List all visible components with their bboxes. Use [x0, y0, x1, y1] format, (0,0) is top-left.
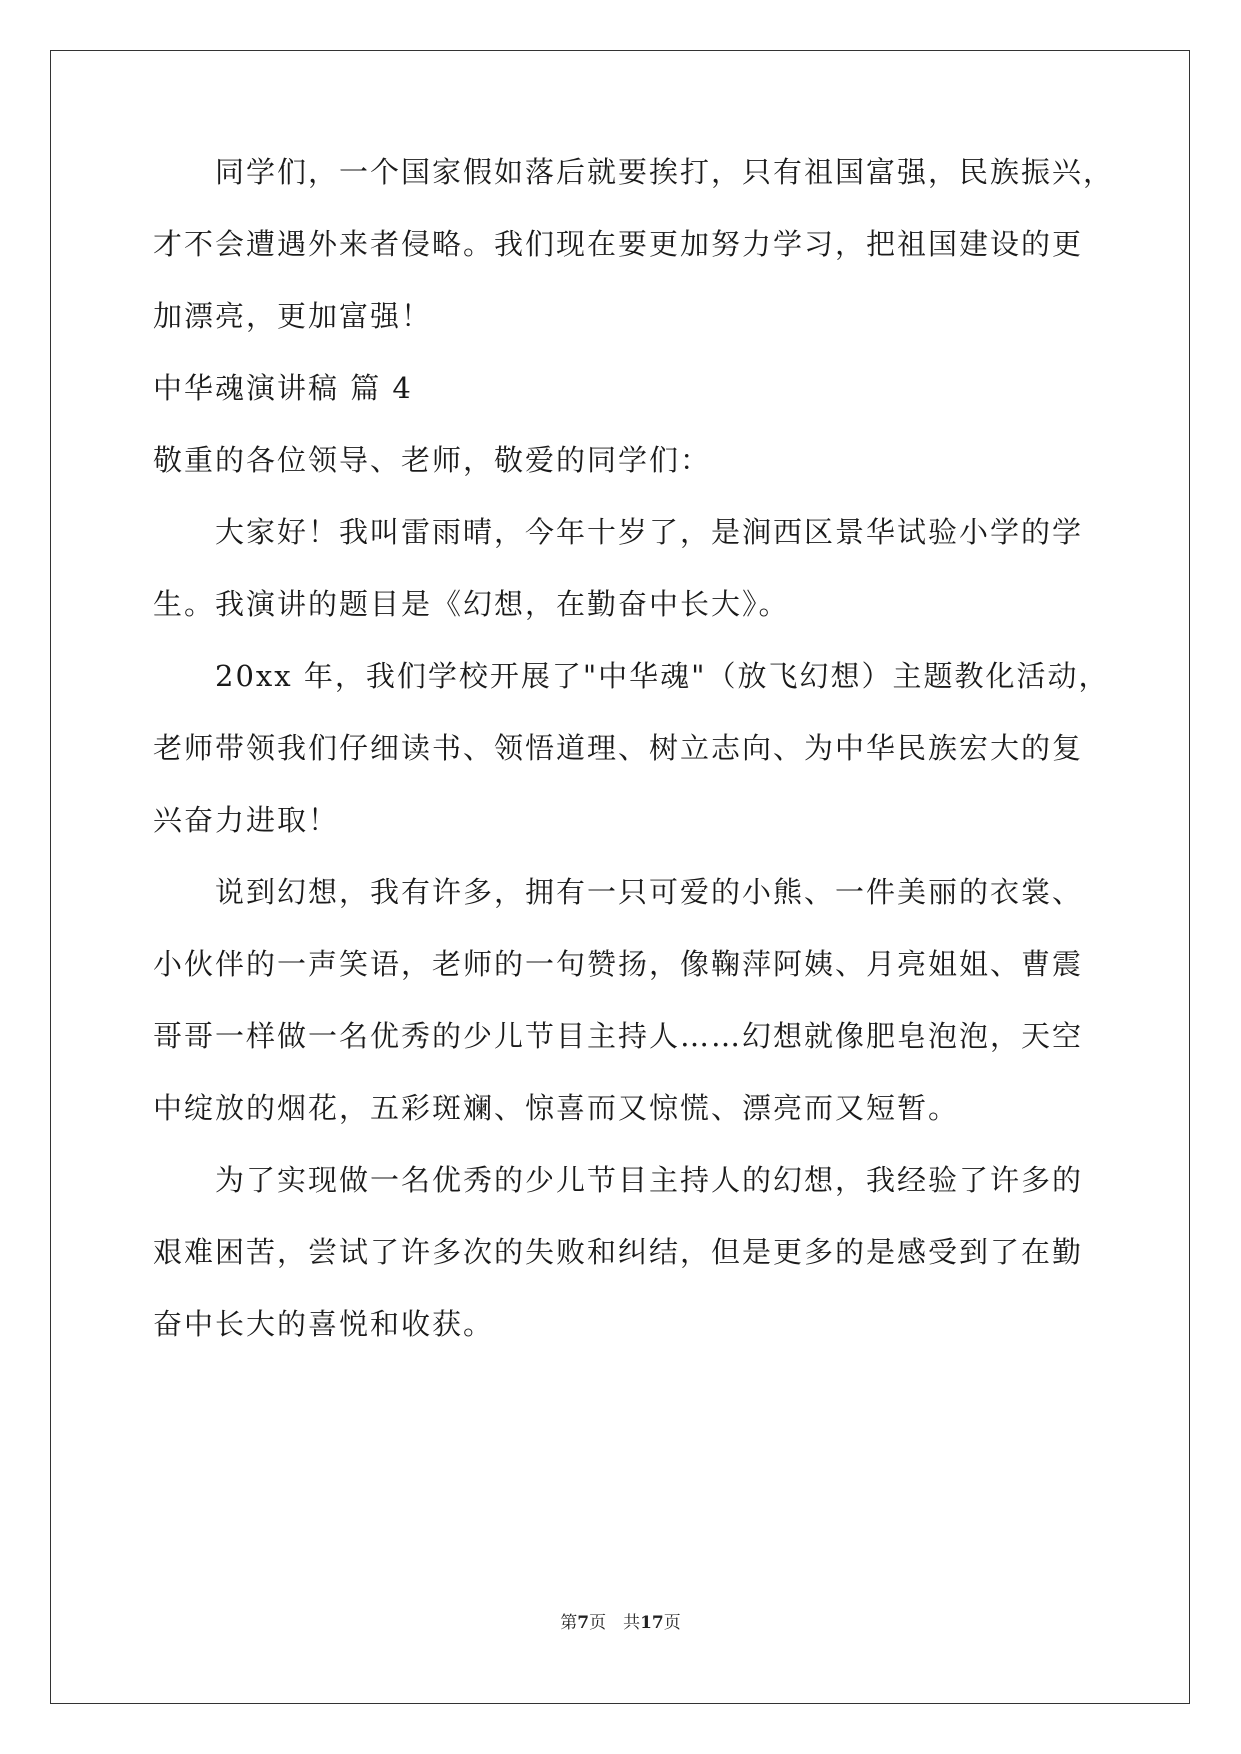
footer-prefix: 第 — [560, 1613, 578, 1633]
footer-suffix: 页 — [663, 1613, 681, 1633]
paragraph-line: 为了实现做一名优秀的少儿节目主持人的幻想，我经验了许多的 — [215, 1163, 1084, 1197]
salutation: 敬重的各位领导、老师，敬爱的同学们： — [153, 443, 712, 477]
paragraph-line: 生。我演讲的题目是《幻想，在勤奋中长大》。 — [153, 587, 790, 621]
paragraph-line: 老师带领我们仔细读书、领悟道理、树立志向、为中华民族宏大的复 — [153, 731, 1084, 765]
paragraph-line: 小伙伴的一声笑语，老师的一句赞扬，像鞠萍阿姨、月亮姐姐、曹震 — [153, 947, 1084, 981]
section-heading: 中华魂演讲稿 篇 4 — [153, 371, 413, 405]
paragraph-line: 哥哥一样做一名优秀的少儿节目主持人……幻想就像肥皂泡泡，天空 — [153, 1019, 1084, 1053]
paragraph-line: 才不会遭遇外来者侵略。我们现在要更加努力学习，把祖国建设的更 — [153, 227, 1084, 261]
paragraph-line: 20xx 年，我们学校开展了"中华魂"（放飞幻想）主题教化活动， — [215, 659, 1110, 693]
paragraph-line: 兴奋力进取！ — [153, 803, 340, 837]
paragraph-line: 加漂亮，更加富强！ — [153, 299, 433, 333]
paragraph-line: 同学们，一个国家假如落后就要挨打，只有祖国富强，民族振兴， — [215, 155, 1115, 189]
paragraph-line: 说到幻想，我有许多，拥有一只可爱的小熊、一件美丽的衣裳、 — [215, 875, 1084, 909]
paragraph-line: 中绽放的烟花，五彩斑斓、惊喜而又惊慌、漂亮而又短暂。 — [153, 1091, 960, 1125]
current-page-number: 7 — [577, 1613, 590, 1633]
footer-middle: 页 共 — [589, 1613, 641, 1633]
paragraph-line: 大家好！我叫雷雨晴，今年十岁了，是涧西区景华试验小学的学 — [215, 515, 1084, 549]
paragraph-line: 艰难困苦，尝试了许多次的失败和纠结，但是更多的是感受到了在勤 — [153, 1235, 1084, 1269]
paragraph-line: 奋中长大的喜悦和收获。 — [153, 1307, 495, 1341]
total-page-count: 17 — [640, 1613, 664, 1633]
page-footer — [0, 1612, 1241, 1634]
